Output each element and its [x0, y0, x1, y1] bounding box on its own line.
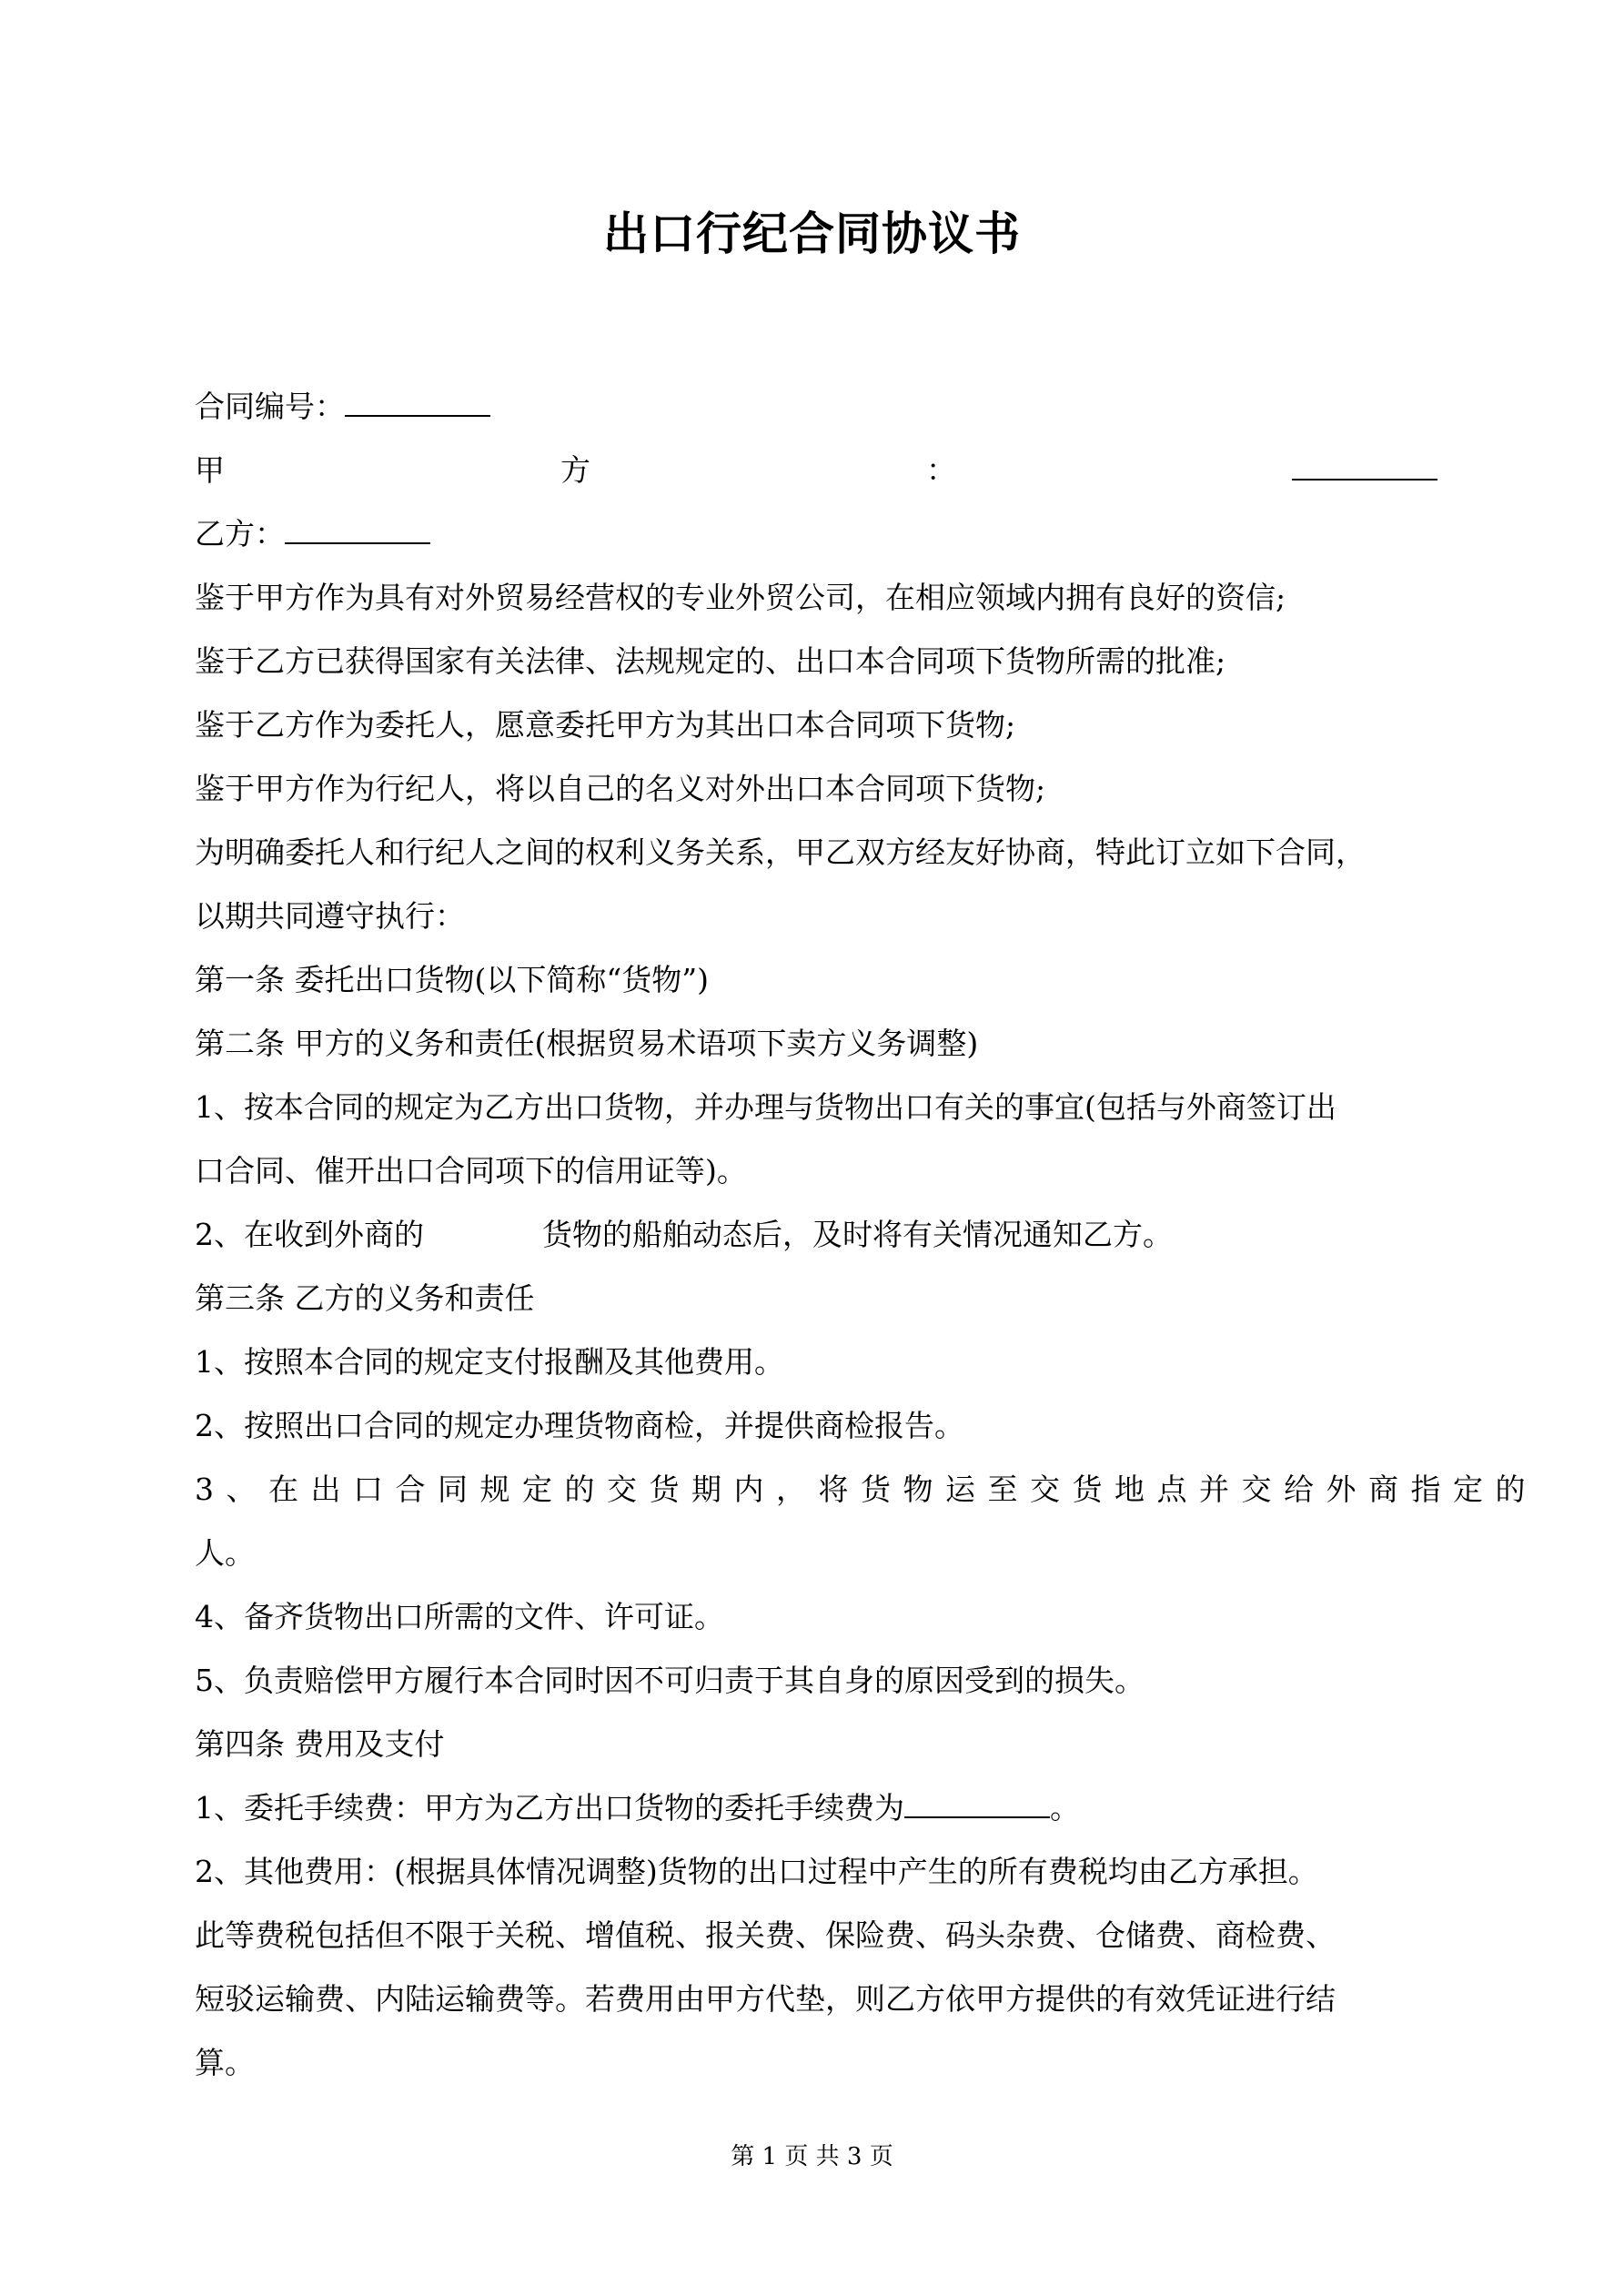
page-footer: 第 1 页 共 3 页: [731, 2143, 893, 2170]
article-4-clause-1: [195, 1776, 1437, 1840]
party-a-char-1: 甲: [195, 452, 225, 488]
party-b-label: 乙方：: [195, 516, 285, 551]
article-2-clause-1-line-1: 1、按本合同的规定为乙方出口货物，并办理与货物出口有关的事宜(包括与外商签订出: [195, 1089, 1337, 1125]
article-3-heading: 第三条 乙方的义务和责任: [195, 1280, 535, 1316]
article-4-clause-2-line-4: 算。: [195, 2045, 255, 2080]
article-3-clause-5: 5、负责赔偿甲方履行本合同时因不可归责于其自身的原因受到的损失。: [195, 1663, 1145, 1698]
article-2-heading: 第二条 甲方的义务和责任(根据贸易术语项下卖方义务调整): [195, 1026, 979, 1061]
recital-4: 鉴于甲方作为行纪人，将以自己的名义对外出口本合同项下货物;: [195, 771, 1046, 806]
party-a-char-3: ：: [926, 452, 956, 488]
article-4-clause-1-part-a: 1、委托手续费：甲方为乙方出口货物的委托手续费为: [195, 1790, 904, 1826]
contract-number-label: 合同编号：: [195, 389, 345, 424]
article-3-clause-2: 2、按照出口合同的规定办理货物商检，并提供商检报告。: [195, 1408, 964, 1443]
intro-line-1: 为明确委托人和行纪人之间的权利义务关系，甲乙双方经友好协商，特此订立如下合同，: [195, 834, 1366, 870]
article-2-clause-2-part-b: 货物的船舶动态后，及时将有关情况通知乙方。: [542, 1217, 1173, 1252]
article-4-heading: 第四条 费用及支付: [195, 1726, 445, 1762]
article-4-clause-2-line-3: 短驳运输费、内陆运输费等。若费用由甲方代垫，则乙方依甲方提供的有效凭证进行结: [195, 1981, 1336, 2017]
contract-number-blank: [345, 389, 490, 417]
article-1-heading: 第一条 委托出口货物(以下简称“货物”): [195, 962, 709, 997]
article-3-clause-1: 1、按照本合同的规定支付报酬及其他费用。: [195, 1344, 784, 1380]
article-4-clause-2-line-1: 2、其他费用：(根据具体情况调整)货物的出口过程中产生的所有费税均由乙方承担。: [195, 1854, 1318, 1889]
article-3-clause-3-line-1: 3、在出口合同规定的交货期内，将货物运至交货地点并交给外商指定的: [195, 1472, 1538, 1507]
document-body: [195, 375, 1538, 2095]
recital-2: 鉴于乙方已获得国家有关法律、法规规定的、出口本合同项下货物所需的批准;: [195, 643, 1226, 679]
article-2-clause-2: [195, 1203, 1437, 1267]
party-b-blank: [285, 517, 430, 544]
article-4-clause-1-part-b: 。: [1050, 1790, 1080, 1826]
article-4-clause-2-line-2: 此等费税包括但不限于关税、增值税、报关费、保险费、码头杂费、仓储费、商检费、: [195, 1917, 1336, 1953]
contract-number-line: [195, 375, 1437, 439]
article-3-clause-4: 4、备齐货物出口所需的文件、许可证。: [195, 1599, 724, 1634]
party-a-char-2: 方: [560, 452, 590, 488]
party-a-blank: [1292, 453, 1437, 480]
article-2-clause-1-line-2: 口合同、催开出口合同项下的信用证等)。: [195, 1153, 747, 1188]
party-b-line: [195, 502, 1437, 566]
commission-fee-blank: [904, 1791, 1050, 1818]
party-a-line: [195, 439, 1437, 502]
recital-3: 鉴于乙方作为委托人，愿意委托甲方为其出口本合同项下货物;: [195, 707, 1016, 743]
intro-line-2: 以期共同遵守执行：: [195, 898, 465, 934]
article-3-clause-3-line-2: 人。: [195, 1535, 255, 1571]
article-2-clause-2-part-a: 2、在收到外商的: [195, 1217, 424, 1252]
document-title: 出口行纪合同协议书: [603, 207, 1021, 260]
recital-1: 鉴于甲方作为具有对外贸易经营权的专业外贸公司，在相应领域内拥有良好的资信;: [195, 580, 1286, 615]
